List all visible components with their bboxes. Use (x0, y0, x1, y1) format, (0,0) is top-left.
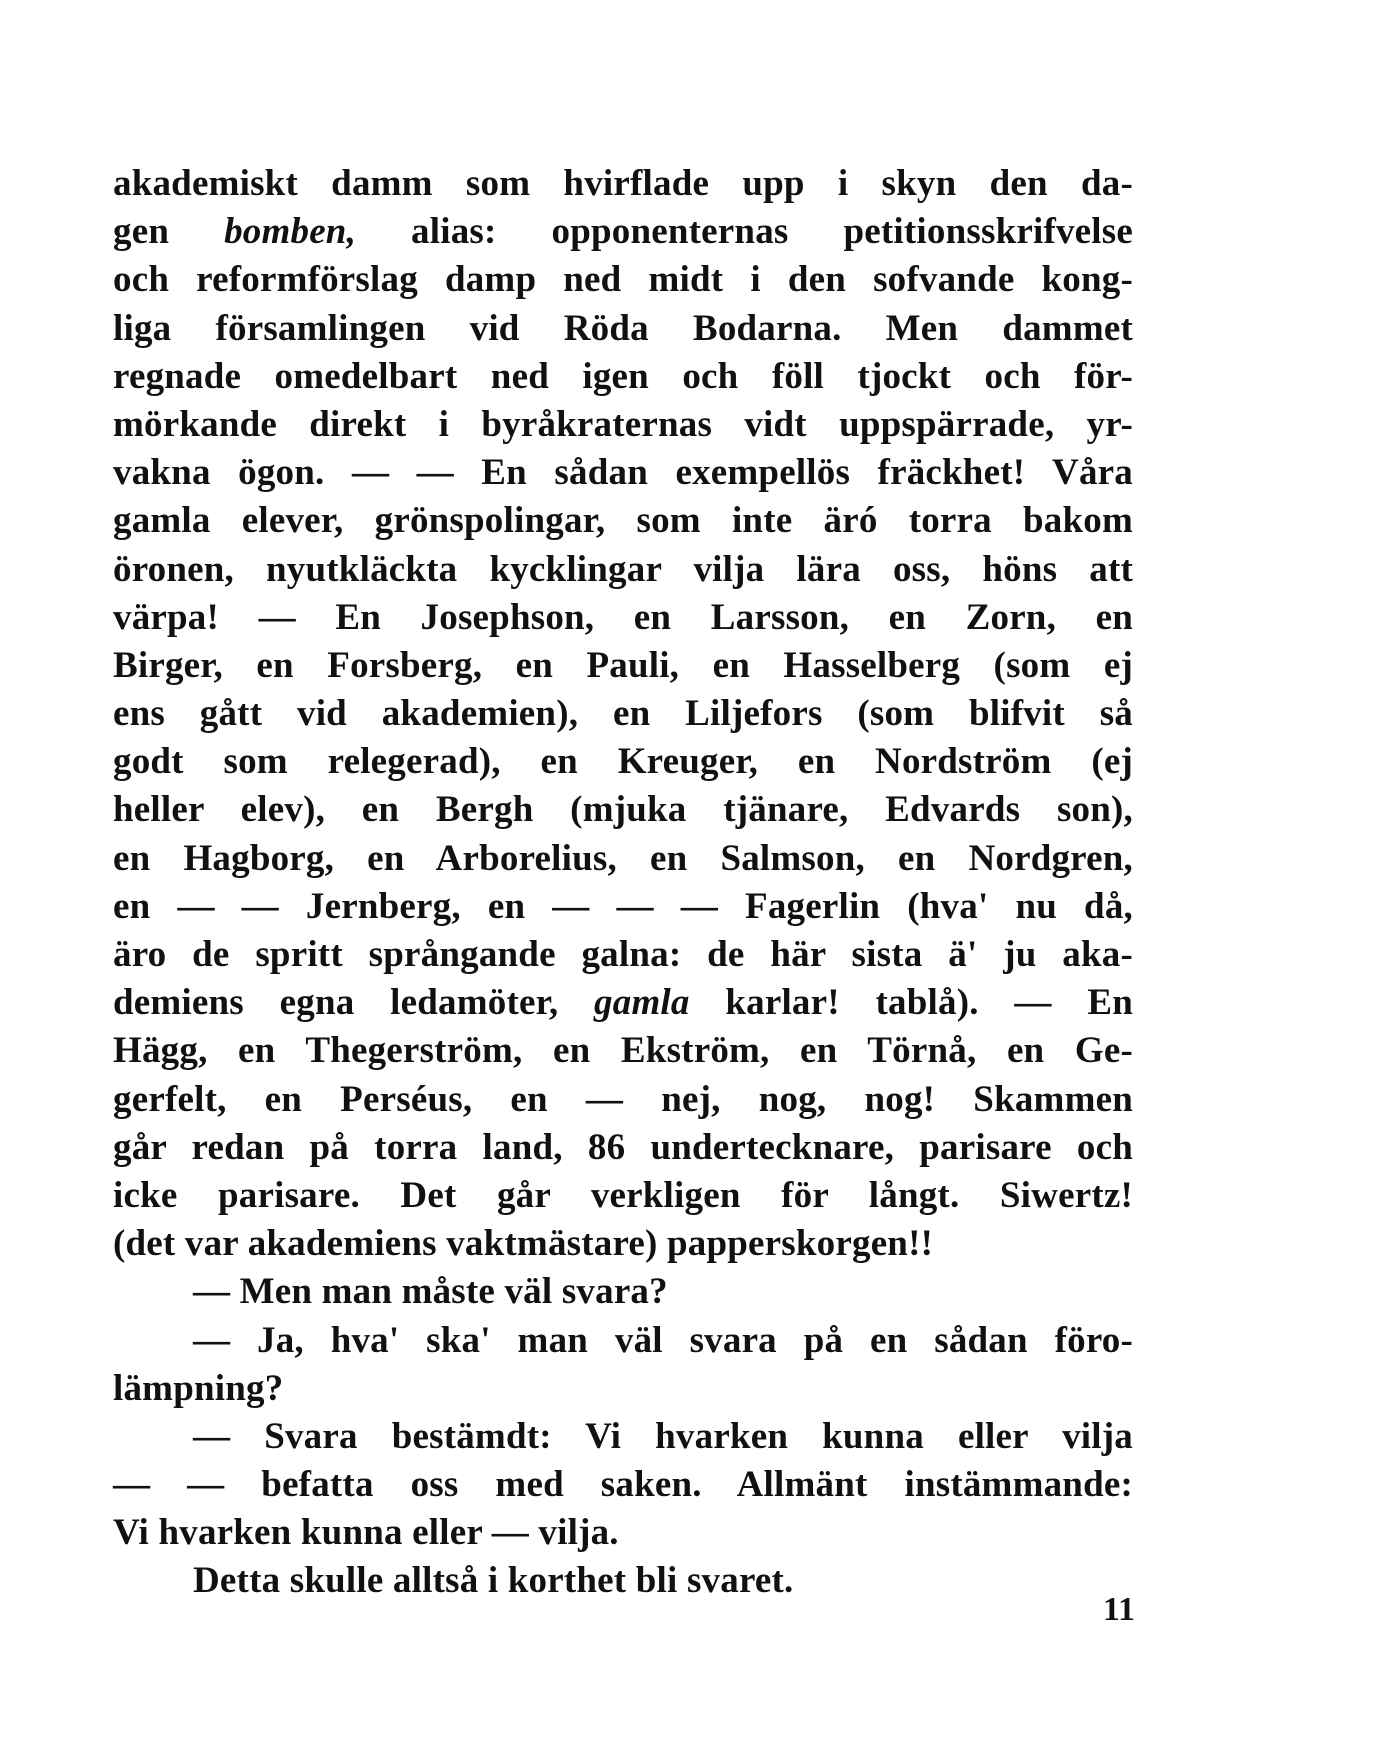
text-line: — — befatta oss med saken. Allmänt instämmande: (113, 1464, 1133, 1506)
text-line: liga församlingen vid Röda Bodarna. Men dammet (113, 307, 1133, 349)
text-line: går redan på torra land, 86 undertecknare, parisare och (113, 1126, 1133, 1168)
italic-emphasis: bomben, (224, 211, 357, 253)
text-line: Birger, en Forsberg, en Pauli, en Hasselberg (som ej (113, 644, 1133, 686)
text-line: heller elev), en Bergh (mjuka tjänare, Edvards son), (113, 789, 1133, 831)
text-line: en Hagborg, en Arborelius, en Salmson, en Nordgren, (113, 837, 1133, 879)
text-line: öronen, nyutkläckta kycklingar vilja lära oss, höns att (113, 548, 1133, 590)
text-line: Detta skulle alltså i korthet bli svaret. (193, 1560, 794, 1602)
text-line: — Svara bestämdt: Vi hvarken kunna eller vilja (193, 1415, 1133, 1457)
text-line (113, 208, 1133, 256)
text-line: Hägg, en Thegerström, en Ekström, en Törnå, en Ge- (113, 1030, 1133, 1072)
text-line: mörkande direkt i byråkraternas vidt uppspärrade, yr- (113, 403, 1133, 445)
text-line: lämpning? (113, 1367, 284, 1409)
text-line: ens gått vid akademien), en Liljefors (som blifvit så (113, 693, 1133, 735)
text-line: värpa! — En Josephson, en Larsson, en Zorn, en (113, 596, 1133, 638)
text-line: vakna ögon. — — En sådan exempellös fräckhet! Våra (113, 452, 1133, 494)
text-line: akademiskt damm som hvirflade upp i skyn den da- (113, 163, 1133, 204)
text-line: en — — Jernberg, en — — — Fagerlin (hva' nu då, (113, 885, 1133, 927)
text-line: godt som relegerad), en Kreuger, en Nordström (ej (113, 741, 1133, 783)
text-line: — Ja, hva' ska' man väl svara på en sådan föro- (193, 1319, 1133, 1361)
italic-emphasis: gamla (594, 982, 690, 1024)
text-line: icke parisare. Det går verkligen för långt. Siwertz! (113, 1174, 1133, 1216)
text-segment: karlar! tablå). — En (689, 982, 1133, 1024)
text-segment: demiens egna ledamöter, (113, 982, 595, 1024)
text-line: regnade omedelbart ned igen och föll tjockt och för- (113, 355, 1133, 397)
text-line: gamla elever, grönspolingar, som inte äró torra bakom (113, 500, 1133, 542)
text-line: — Men man måste väl svara? (193, 1271, 668, 1313)
text-line: Vi hvarken kunna eller — vilja. (113, 1512, 619, 1554)
page-number: 11 (1102, 1591, 1135, 1628)
text-segment: gen (113, 211, 225, 253)
text-line: gerfelt, en Perséus, en — nej, nog, nog! Skammen (113, 1078, 1133, 1120)
text-line: (det var akademiens vaktmästare) papperskorgen!! (113, 1223, 934, 1265)
text-line (113, 979, 1133, 1027)
body-text (113, 160, 1133, 1606)
text-segment: alias: opponenternas petitionsskrifvelse (356, 211, 1133, 253)
text-line: och reformförslag damp ned midt i den sofvande kong- (113, 259, 1133, 301)
text-line: äro de spritt språngande galna: de här sista ä' ju aka- (113, 934, 1133, 975)
